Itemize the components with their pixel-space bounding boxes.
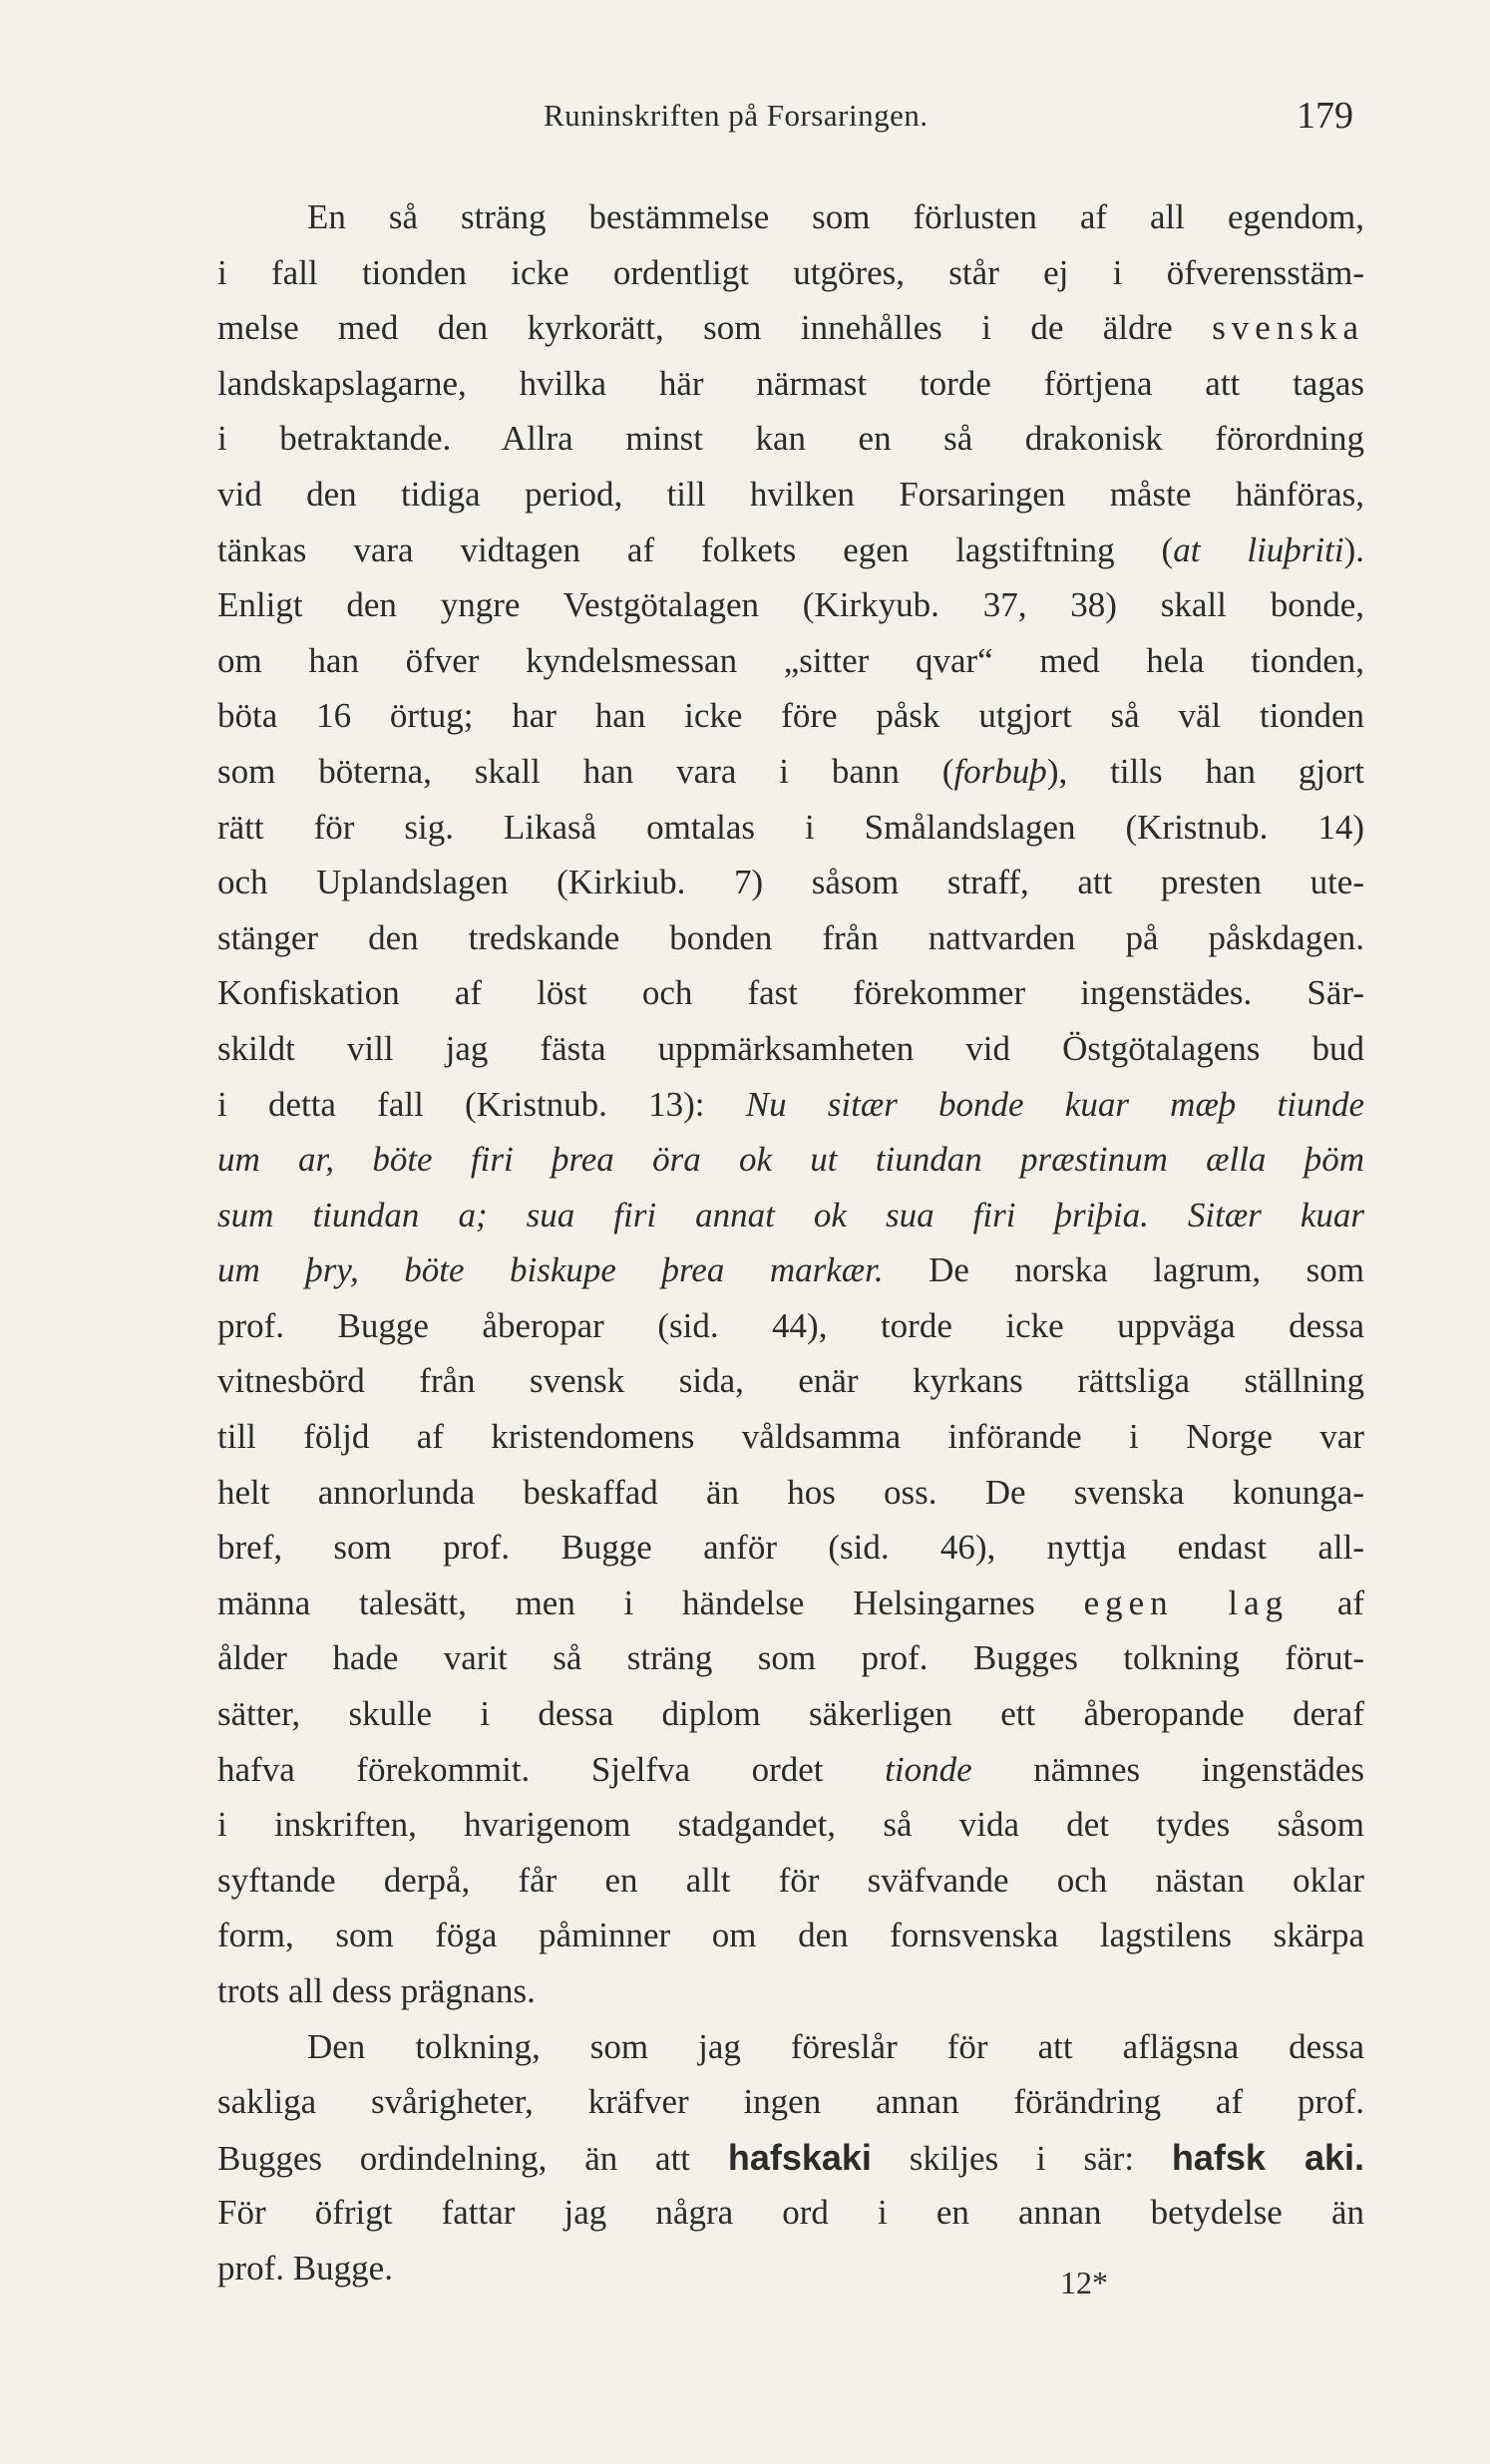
text-line xyxy=(217,1242,1364,1298)
text-line xyxy=(217,2130,1364,2186)
text-line: böta 16 örtug; har han icke före påsk utgjort så väl tionden xyxy=(217,696,1364,736)
page-number: 179 xyxy=(1297,95,1353,137)
spaced-emphasis: egen lag xyxy=(1083,1583,1290,1622)
paragraph xyxy=(217,2019,1364,2296)
text-line: om han öfver kyndelsmessan „sitter qvar“ med hela tionden, xyxy=(217,640,1364,680)
text-span: ), tills han gjort xyxy=(1046,751,1364,791)
text-span: skiljes i sär: xyxy=(871,2138,1172,2178)
italic-quote: um þry, böte biskupe þrea markær. xyxy=(217,1250,884,1290)
body-text xyxy=(217,189,1364,2296)
text-line xyxy=(217,1188,1364,1243)
text-line xyxy=(217,1132,1364,1188)
text-line: För öfrigt fattar jag några ord i en annan betydelse än xyxy=(217,2193,1364,2233)
italic-term: tionde xyxy=(885,1749,972,1789)
text-line: Enligt den yngre Vestgötalagen (Kirkyub. 37, 38) skall bonde, xyxy=(217,585,1364,625)
text-line: rätt för sig. Likaså omtalas i Smålandslagen (Kristnub. 14) xyxy=(217,807,1364,847)
text-span: i detta fall (Kristnub. 13): xyxy=(217,1084,746,1124)
text-line xyxy=(217,1576,1364,1631)
text-line xyxy=(217,189,1364,245)
text-line: vid den tidiga period, till hvilken Forsaringen måste hänföras, xyxy=(217,474,1364,514)
text-line: ålder hade varit så sträng som prof. Bugges tolkning förut- xyxy=(217,1638,1364,1678)
text-line xyxy=(217,1077,1364,1133)
text-line: landskapslagarne, hvilka här närmast torde förtjena att tagas xyxy=(217,363,1364,403)
text-line xyxy=(217,744,1364,800)
italic-quote: Nu sitær bonde kuar mæþ tiunde xyxy=(745,1084,1364,1124)
text-span: af xyxy=(1336,1583,1365,1622)
text-line: stänger den tredskande bonden från nattvarden på påskdagen. xyxy=(217,917,1364,957)
runic-transcription: hafsk aki. xyxy=(1171,2136,1365,2178)
text-line xyxy=(217,1742,1364,1798)
italic-quote: at liuþriti xyxy=(1173,529,1344,569)
text-line: till följd af kristendomens våldsamma införande i Norge var xyxy=(217,1417,1364,1457)
runic-transcription: hafskaki xyxy=(727,2136,872,2178)
text-span: melse med den kyrkorätt, som innehålles i de äldre xyxy=(217,308,1173,348)
text-line: och Uplandslagen (Kirkiub. 7) såsom straff, att presten ute- xyxy=(217,863,1364,902)
text-line: vitnesbörd från svensk sida, enär kyrkans rättsliga ställning xyxy=(217,1361,1364,1401)
text-span: nämnes ingenstädes xyxy=(971,1749,1364,1789)
text-line xyxy=(217,300,1364,356)
text-span: ). xyxy=(1343,529,1364,569)
text-span: hafva förekommit. Sjelfva ordet xyxy=(217,1749,886,1789)
spaced-emphasis: svenska xyxy=(1212,308,1364,348)
text-span: männa talesätt, men i händelse Helsingarnes xyxy=(217,1583,1035,1622)
text-span: Bugges ordindelning, än att xyxy=(217,2138,728,2178)
text-line: trots all dess prägnans. xyxy=(217,1971,536,2010)
text-line: bref, som prof. Bugge anför (sid. 46), nyttja endast all- xyxy=(217,1528,1364,1568)
signature-mark: 12* xyxy=(1060,2265,1108,2300)
italic-quote: sum tiundan a; sua firi annat ok sua firi þriþia. Sitær kuar xyxy=(217,1195,1364,1234)
text-line: helt annorlunda beskaffad än hos oss. De svenska konunga- xyxy=(217,1472,1364,1512)
text-line: sakliga svårigheter, kräfver ingen annan förändring af prof. xyxy=(217,2082,1364,2122)
text-line: syftande derpå, får en allt för sväfvande och nästan oklar xyxy=(217,1860,1364,1900)
italic-term: forbuþ xyxy=(953,751,1047,791)
running-title: Runinskriften på Forsaringen. xyxy=(544,98,929,133)
text-line: Konfiskation af löst och fast förekommer ingenstädes. Sär- xyxy=(217,973,1364,1013)
paragraph xyxy=(217,189,1364,2019)
text-span: Den tolkning, som jag föreslår för att aflägsna dessa xyxy=(307,2026,1364,2066)
text-line: i betraktande. Allra minst kan en så drakonisk förordning xyxy=(217,419,1364,459)
text-span: tänkas vara vidtagen af folkets egen lagstiftning ( xyxy=(217,529,1174,569)
text-line xyxy=(217,523,1364,578)
text-line: prof. Bugge. xyxy=(217,2248,393,2288)
text-line xyxy=(217,2019,1364,2075)
text-line: i fall tionden icke ordentligt utgöres, står ej i öfverensstäm- xyxy=(217,252,1364,292)
text-line: sätter, skulle i dessa diplom säkerligen ett åberopande deraf xyxy=(217,1694,1364,1734)
text-span: De norska lagrum, som xyxy=(883,1250,1365,1290)
text-line: form, som föga påminner om den fornsvenska lagstilens skärpa xyxy=(217,1916,1364,1955)
text-line: skildt vill jag fästa uppmärksamheten vid Östgötalagens bud xyxy=(217,1028,1364,1068)
text-span: som böterna, skall han vara i bann ( xyxy=(217,751,954,791)
text-line: i inskriften, hvarigenom stadgandet, så vida det tydes såsom xyxy=(217,1805,1364,1845)
text-line: prof. Bugge åberopar (sid. 44), torde icke uppväga dessa xyxy=(217,1305,1364,1345)
text-span: En så sträng bestämmelse som förlusten af all egendom, xyxy=(307,197,1364,236)
running-header xyxy=(0,95,1490,148)
italic-quote: um ar, böte firi þrea öra ok ut tiundan præstinum ælla þöm xyxy=(217,1140,1364,1180)
